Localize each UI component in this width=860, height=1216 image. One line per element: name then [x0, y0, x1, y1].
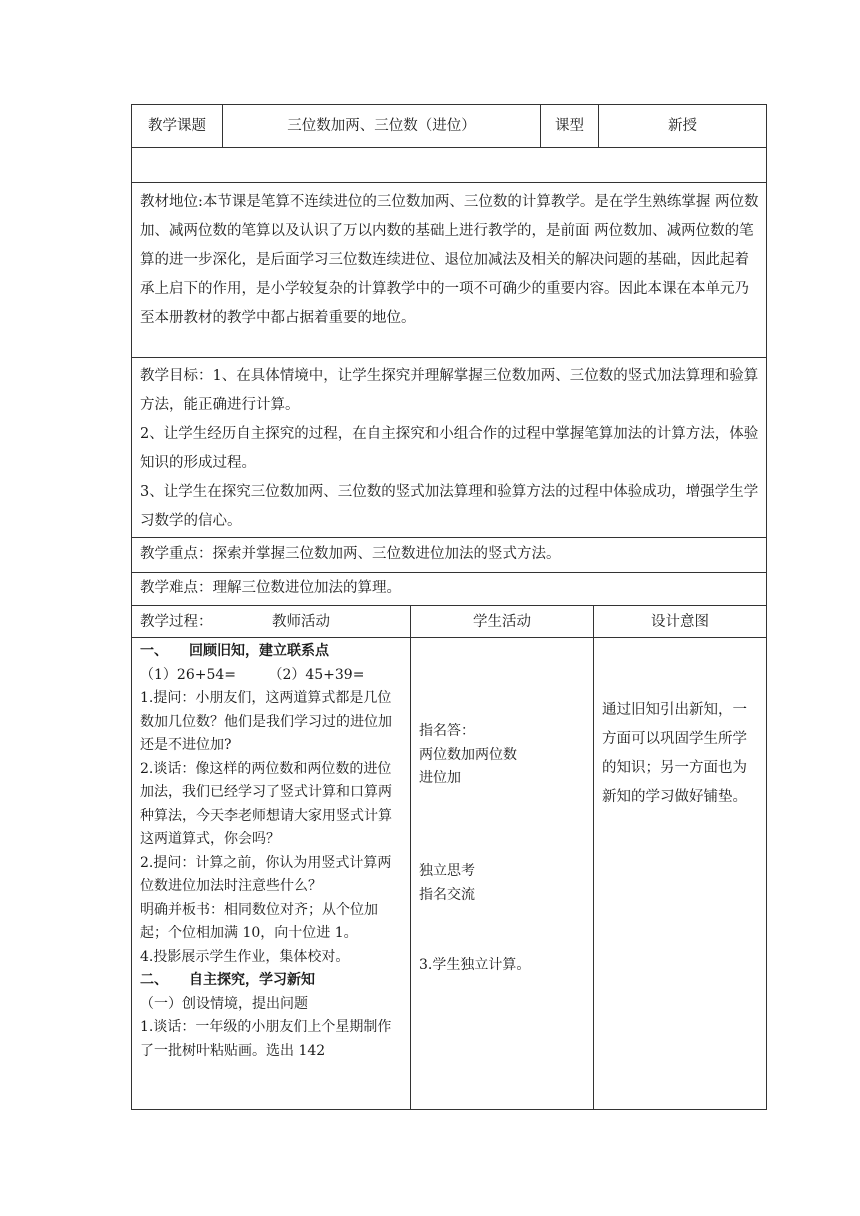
lesson-plan-table: [131, 104, 767, 1110]
status-row: [131, 183, 767, 358]
teacher-line-6: 4.投影展示学生作业，集体校对。: [140, 948, 350, 965]
goal-2: 2、让学生经历自主探究的过程，在自主探究和小组合作的过程中掌握笔算加法的计算方法，体验知识的形成过程。: [140, 426, 759, 471]
section-1-title: 一、 回顾旧知，建立联系点: [140, 643, 329, 659]
difficulty-text: 教学难点：理解三位数进位加法的算理。: [140, 580, 401, 596]
textbook-status-text: 教材地位:本节课是笔算不连续进位的三位数加两、三位数的计算教学。是在学生熟练掌握 两位数加、减两位数的笔算以及认识了万以内数的基础上进行教学的，是前面 两位数加、减两位数的笔算的进一步深化，是后面学习三位数连续进位、退位加减法及相关的解决问题的基础，因此起着承上启下的作用，是小学较复杂的计算教学中的一项不可确少的重要内容。因此本课在本单元乃至本册教材的教学中都占据着重要的地位。: [140, 194, 759, 326]
teacher-line-8: 1.谈话：一年级的小朋友们上个星期制作了一批树叶粘贴画。选出 142: [140, 1019, 392, 1059]
teacher-line-7: （一）创设情境，提出问题: [140, 995, 308, 1012]
teacher-line-5: 明确并板书：相同数位对齐；从个位加起；个位相加满 10，向十位进 1。: [140, 901, 378, 941]
type-label: 课型: [541, 105, 599, 147]
goals-row: [131, 358, 767, 538]
blank-cell: [132, 148, 766, 182]
topic-label: 教学课题: [132, 105, 223, 147]
teacher-activity-header: 教师活动: [272, 613, 330, 630]
student-activity-header: 学生活动: [411, 606, 594, 637]
student-activity-cell: [411, 638, 594, 1109]
section-2-title: 二、 自主探究，学习新知: [140, 972, 315, 988]
design-intent-1: 通过旧知引出新知，一方面可以巩固学生所学的知识；另一方面也为新知的学习做好铺垫。: [602, 702, 747, 805]
student-answer-2: 独立思考 指名交流: [419, 863, 475, 903]
blank-row: [131, 148, 767, 183]
teacher-line-1: （1）26+54= （2）45+39=: [140, 666, 365, 683]
header-row: [131, 104, 767, 148]
design-intent-cell: [594, 638, 766, 1109]
goal-1: 教学目标：1、在具体情境中，让学生探究并理解掌握三位数加两、三位数的竖式加法算理和验算方法，能正确进行计算。: [140, 368, 759, 413]
student-answer-3: 3.学生独立计算。: [419, 957, 531, 973]
process-header-row: [131, 606, 767, 638]
student-answer-1: 指名答： 两位数加两位数 进位加: [419, 723, 517, 786]
process-label: 教学过程：: [140, 613, 213, 630]
process-body-row: [131, 638, 767, 1110]
teacher-line-4: 2.提问：计算之前，你认为用竖式计算两位数进位加法时注意些什么？: [140, 854, 392, 894]
process-teacher-header: [132, 606, 411, 637]
key-point-row: [131, 538, 767, 573]
teacher-line-3: 2.谈话：像这样的两位数和两位数的进位加法，我们已经学习了竖式计算和口算两种算法，今天李老师想请大家用竖式计算这两道算式，你会吗？: [140, 760, 392, 847]
type-value: 新授: [668, 118, 697, 134]
topic-value: 三位数加两、三位数（进位）: [223, 105, 541, 147]
key-point-text: 教学重点：探索并掌握三位数加两、三位数进位加法的竖式方法。: [140, 546, 561, 562]
design-intent-header: 设计意图: [651, 613, 709, 630]
teacher-line-2: 1.提问：小朋友们，这两道算式都是几位数加几位数？他们是我们学习过的进位加还是不进位加?: [140, 690, 392, 753]
teaching-goals: [132, 358, 766, 537]
difficulty-row: [131, 573, 767, 606]
teacher-activity-cell: [132, 638, 411, 1109]
goal-3: 3、让学生在探究三位数加两、三位数的竖式加法算理和验算方法的过程中体验成功，增强学生学习数学的信心。: [140, 484, 759, 529]
